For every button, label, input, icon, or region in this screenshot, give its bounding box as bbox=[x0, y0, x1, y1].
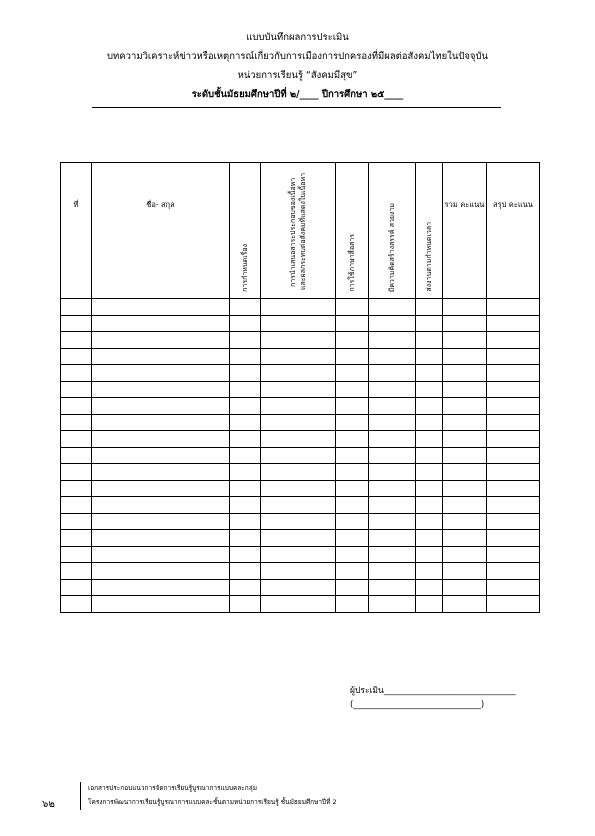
table-cell[interactable] bbox=[336, 299, 369, 316]
column-label: รวม คะแนน bbox=[444, 200, 485, 209]
table-cell[interactable] bbox=[416, 513, 443, 530]
table-cell[interactable] bbox=[230, 414, 261, 431]
table-cell[interactable] bbox=[261, 579, 336, 596]
table-row bbox=[61, 563, 540, 580]
table-cell[interactable] bbox=[92, 513, 230, 530]
table-cell[interactable] bbox=[336, 414, 369, 431]
table-cell[interactable] bbox=[487, 480, 540, 497]
table-row bbox=[61, 596, 540, 613]
table-cell[interactable] bbox=[61, 530, 92, 547]
table-cell[interactable] bbox=[230, 513, 261, 530]
table-cell[interactable] bbox=[443, 546, 487, 563]
table-cell[interactable] bbox=[443, 579, 487, 596]
table-cell[interactable] bbox=[336, 480, 369, 497]
table-cell[interactable] bbox=[443, 332, 487, 349]
table-cell[interactable] bbox=[416, 546, 443, 563]
table-cell[interactable] bbox=[230, 315, 261, 332]
table-cell[interactable] bbox=[61, 365, 92, 382]
table-cell[interactable] bbox=[230, 431, 261, 448]
table-cell[interactable] bbox=[61, 546, 92, 563]
col-creativity-header bbox=[369, 163, 416, 299]
table-cell[interactable] bbox=[336, 447, 369, 464]
table-cell[interactable] bbox=[369, 414, 416, 431]
table-cell[interactable] bbox=[369, 563, 416, 580]
table-cell[interactable] bbox=[369, 348, 416, 365]
table-cell[interactable] bbox=[487, 546, 540, 563]
table-cell[interactable] bbox=[92, 579, 230, 596]
table-cell[interactable] bbox=[487, 513, 540, 530]
table-cell[interactable] bbox=[443, 447, 487, 464]
table-row bbox=[61, 381, 540, 398]
table-cell[interactable] bbox=[336, 546, 369, 563]
table-cell[interactable] bbox=[336, 530, 369, 547]
col-number-header bbox=[61, 163, 92, 299]
table-cell[interactable] bbox=[92, 365, 230, 382]
table-cell[interactable] bbox=[369, 332, 416, 349]
table-cell[interactable] bbox=[487, 398, 540, 415]
table-row bbox=[61, 464, 540, 481]
table-cell[interactable] bbox=[261, 530, 336, 547]
table-cell[interactable] bbox=[416, 464, 443, 481]
table-row bbox=[61, 332, 540, 349]
table-cell[interactable] bbox=[336, 497, 369, 514]
table-cell[interactable] bbox=[416, 563, 443, 580]
form-subtitle: บทความวิเคราะห์ข่าวหรือเหตุการณ์เกี่ยวกับการเมืองการปกครองที่มีผลต่อสังคมไทยในปัจจุบัน bbox=[107, 51, 488, 62]
table-cell[interactable] bbox=[261, 563, 336, 580]
table-cell[interactable] bbox=[369, 315, 416, 332]
table-cell[interactable] bbox=[61, 513, 92, 530]
table-row bbox=[61, 348, 540, 365]
table-row bbox=[61, 579, 540, 596]
table-cell[interactable] bbox=[230, 365, 261, 382]
table-cell[interactable] bbox=[336, 513, 369, 530]
table-cell[interactable] bbox=[261, 480, 336, 497]
table-cell[interactable] bbox=[336, 381, 369, 398]
table-cell[interactable] bbox=[261, 546, 336, 563]
table-cell[interactable] bbox=[230, 546, 261, 563]
table-cell[interactable] bbox=[443, 381, 487, 398]
column-label: ส่งงานตามกำหนดเวลา bbox=[425, 222, 433, 292]
table-cell[interactable] bbox=[443, 530, 487, 547]
table-cell[interactable] bbox=[443, 464, 487, 481]
table-cell[interactable] bbox=[92, 497, 230, 514]
table-cell[interactable] bbox=[230, 381, 261, 398]
table-cell[interactable] bbox=[369, 464, 416, 481]
table-cell[interactable] bbox=[92, 398, 230, 415]
table-cell[interactable] bbox=[443, 365, 487, 382]
table-cell[interactable] bbox=[443, 398, 487, 415]
table-cell[interactable] bbox=[369, 398, 416, 415]
table-row bbox=[61, 365, 540, 382]
table-cell[interactable] bbox=[336, 431, 369, 448]
table-cell[interactable] bbox=[230, 497, 261, 514]
table-cell[interactable] bbox=[261, 299, 336, 316]
table-cell[interactable] bbox=[487, 596, 540, 613]
table-cell[interactable] bbox=[61, 447, 92, 464]
table-cell[interactable] bbox=[443, 431, 487, 448]
table-cell[interactable] bbox=[416, 299, 443, 316]
table-cell[interactable] bbox=[336, 315, 369, 332]
column-label: การนำเสนอสาระประกอบของเนื้อหา และผลกระทบต่อสังคมที่แสดงในเนื้อหา bbox=[289, 173, 307, 291]
table-cell[interactable] bbox=[487, 464, 540, 481]
table-cell[interactable] bbox=[230, 480, 261, 497]
table-cell[interactable] bbox=[92, 315, 230, 332]
table-row bbox=[61, 530, 540, 547]
table-row bbox=[61, 513, 540, 530]
table-cell[interactable] bbox=[443, 299, 487, 316]
table-cell[interactable] bbox=[443, 513, 487, 530]
table-cell[interactable] bbox=[230, 447, 261, 464]
table-cell[interactable] bbox=[443, 563, 487, 580]
table-cell[interactable] bbox=[487, 365, 540, 382]
table-cell[interactable] bbox=[369, 447, 416, 464]
table-cell[interactable] bbox=[487, 414, 540, 431]
column-label: การใช้ภาษาสื่อสาร bbox=[348, 234, 356, 292]
table-cell[interactable] bbox=[369, 365, 416, 382]
table-cell[interactable] bbox=[261, 381, 336, 398]
table-cell[interactable] bbox=[92, 596, 230, 613]
table-cell[interactable] bbox=[443, 596, 487, 613]
table-row bbox=[61, 398, 540, 415]
table-cell[interactable] bbox=[416, 414, 443, 431]
column-label: การกำหนดเรื่อง bbox=[241, 244, 249, 292]
evaluator-signature-line: ผู้ประเมิน_______________________________ bbox=[350, 686, 516, 696]
table-cell[interactable] bbox=[336, 464, 369, 481]
table-cell[interactable] bbox=[443, 497, 487, 514]
table-cell[interactable] bbox=[261, 332, 336, 349]
table-cell[interactable] bbox=[336, 579, 369, 596]
table-cell[interactable] bbox=[416, 365, 443, 382]
table-cell[interactable] bbox=[92, 563, 230, 580]
table-cell[interactable] bbox=[92, 546, 230, 563]
col-language-header bbox=[336, 163, 369, 299]
table-row bbox=[61, 497, 540, 514]
table-cell[interactable] bbox=[261, 464, 336, 481]
table-cell[interactable] bbox=[416, 530, 443, 547]
header-divider bbox=[92, 107, 501, 108]
table-cell[interactable] bbox=[61, 398, 92, 415]
table-cell[interactable] bbox=[416, 447, 443, 464]
table-cell[interactable] bbox=[443, 348, 487, 365]
table-cell[interactable] bbox=[92, 332, 230, 349]
table-cell[interactable] bbox=[369, 299, 416, 316]
table-cell[interactable] bbox=[369, 480, 416, 497]
table-cell[interactable] bbox=[261, 447, 336, 464]
table-cell[interactable] bbox=[336, 365, 369, 382]
col-deadline-header bbox=[416, 163, 443, 299]
grade-and-year: ระดับชั้นมัธยมศึกษาปีที่ ๒/____ ปีการศึกษา ๒๕____ bbox=[191, 89, 404, 100]
table-cell[interactable] bbox=[369, 513, 416, 530]
table-cell[interactable] bbox=[61, 431, 92, 448]
column-label: มีความคิดสร้างสรรค์ สวยงาม bbox=[388, 202, 396, 292]
table-cell[interactable] bbox=[261, 414, 336, 431]
footer-divider bbox=[80, 782, 81, 810]
table-cell[interactable] bbox=[230, 563, 261, 580]
table-cell[interactable] bbox=[369, 497, 416, 514]
table-cell[interactable] bbox=[369, 431, 416, 448]
table-cell[interactable] bbox=[369, 546, 416, 563]
table-cell[interactable] bbox=[92, 447, 230, 464]
table-cell[interactable] bbox=[61, 414, 92, 431]
table-cell[interactable] bbox=[261, 398, 336, 415]
table-cell[interactable] bbox=[336, 332, 369, 349]
table-cell[interactable] bbox=[416, 497, 443, 514]
table-cell[interactable] bbox=[61, 480, 92, 497]
table-cell[interactable] bbox=[61, 348, 92, 365]
table-cell[interactable] bbox=[487, 563, 540, 580]
table-cell[interactable] bbox=[487, 579, 540, 596]
table-row bbox=[61, 414, 540, 431]
table-cell[interactable] bbox=[261, 431, 336, 448]
table-cell[interactable] bbox=[92, 431, 230, 448]
table-cell[interactable] bbox=[92, 381, 230, 398]
table-cell[interactable] bbox=[230, 464, 261, 481]
table-cell[interactable] bbox=[261, 513, 336, 530]
table-cell[interactable] bbox=[61, 332, 92, 349]
table-cell[interactable] bbox=[487, 431, 540, 448]
evaluator-name-line: (______________________________) bbox=[350, 700, 485, 710]
form-title: แบบบันทึกผลการประเมิน bbox=[246, 32, 349, 43]
table-cell[interactable] bbox=[416, 431, 443, 448]
col-summary-header bbox=[487, 163, 540, 299]
table-cell[interactable] bbox=[369, 579, 416, 596]
table-cell[interactable] bbox=[369, 381, 416, 398]
table-body bbox=[61, 299, 540, 613]
table-cell[interactable] bbox=[61, 299, 92, 316]
table-cell[interactable] bbox=[416, 480, 443, 497]
table-row bbox=[61, 480, 540, 497]
table-cell[interactable] bbox=[443, 414, 487, 431]
table-cell[interactable] bbox=[487, 332, 540, 349]
table-cell[interactable] bbox=[369, 596, 416, 613]
table-cell[interactable] bbox=[261, 315, 336, 332]
table-cell[interactable] bbox=[487, 381, 540, 398]
footer-line-1: เอกสารประกอบแนวการจัดการเรียนรู้บูรณาการแบบคละกลุ่ม bbox=[88, 784, 258, 792]
table-cell[interactable] bbox=[230, 299, 261, 316]
table-cell[interactable] bbox=[369, 530, 416, 547]
table-cell[interactable] bbox=[61, 464, 92, 481]
table-cell[interactable] bbox=[487, 315, 540, 332]
table-cell[interactable] bbox=[61, 381, 92, 398]
table-cell[interactable] bbox=[61, 563, 92, 580]
table-cell[interactable] bbox=[61, 315, 92, 332]
table-cell[interactable] bbox=[92, 530, 230, 547]
page-number: ๖๒ bbox=[42, 799, 55, 810]
table-cell[interactable] bbox=[261, 596, 336, 613]
column-label: ชื่อ- สกุล bbox=[146, 200, 175, 209]
table-cell[interactable] bbox=[92, 414, 230, 431]
table-cell[interactable] bbox=[230, 332, 261, 349]
table-cell[interactable] bbox=[416, 596, 443, 613]
table-cell[interactable] bbox=[487, 530, 540, 547]
table-cell[interactable] bbox=[336, 348, 369, 365]
col-name-header bbox=[92, 163, 230, 299]
table-cell[interactable] bbox=[230, 398, 261, 415]
table-cell[interactable] bbox=[61, 579, 92, 596]
table-cell[interactable] bbox=[261, 365, 336, 382]
table-cell[interactable] bbox=[443, 480, 487, 497]
table-cell[interactable] bbox=[487, 299, 540, 316]
table-cell[interactable] bbox=[416, 398, 443, 415]
table-cell[interactable] bbox=[92, 348, 230, 365]
table-cell[interactable] bbox=[487, 447, 540, 464]
table-cell[interactable] bbox=[487, 348, 540, 365]
col-content-header bbox=[261, 163, 336, 299]
footer-line-2: โครงการพัฒนาการเรียนรู้บูรณาการแบบคละชั้นตามหน่วยการเรียนรู้ ชั้นมัธยมศึกษาปีที่ 2 bbox=[88, 798, 337, 806]
col-total-header bbox=[443, 163, 487, 299]
column-label: สรุป คะแนน bbox=[493, 200, 533, 209]
table-cell[interactable] bbox=[487, 497, 540, 514]
table-cell[interactable] bbox=[416, 348, 443, 365]
table-cell[interactable] bbox=[92, 299, 230, 316]
table-cell[interactable] bbox=[61, 596, 92, 613]
table-row bbox=[61, 546, 540, 563]
table-cell[interactable] bbox=[443, 315, 487, 332]
table-row bbox=[61, 431, 540, 448]
learning-unit: หน่วยการเรียนรู้ “สังคมมีสุข” bbox=[237, 70, 358, 81]
table-cell[interactable] bbox=[261, 497, 336, 514]
table-cell[interactable] bbox=[336, 398, 369, 415]
table-header-row bbox=[61, 163, 540, 299]
table-cell[interactable] bbox=[416, 381, 443, 398]
table-cell[interactable] bbox=[230, 596, 261, 613]
table-row bbox=[61, 447, 540, 464]
table-row bbox=[61, 299, 540, 316]
column-label: ที่ bbox=[73, 200, 79, 209]
table-cell[interactable] bbox=[230, 530, 261, 547]
evaluation-table bbox=[60, 162, 540, 613]
table-cell[interactable] bbox=[416, 315, 443, 332]
table-cell[interactable] bbox=[230, 348, 261, 365]
table-cell[interactable] bbox=[416, 332, 443, 349]
col-topic-header bbox=[230, 163, 261, 299]
table-cell[interactable] bbox=[416, 579, 443, 596]
table-cell[interactable] bbox=[92, 480, 230, 497]
table-row bbox=[61, 315, 540, 332]
table-cell[interactable] bbox=[336, 596, 369, 613]
table-cell[interactable] bbox=[61, 497, 92, 514]
table-cell[interactable] bbox=[261, 348, 336, 365]
table-cell[interactable] bbox=[92, 464, 230, 481]
table-cell[interactable] bbox=[230, 579, 261, 596]
table-cell[interactable] bbox=[336, 563, 369, 580]
